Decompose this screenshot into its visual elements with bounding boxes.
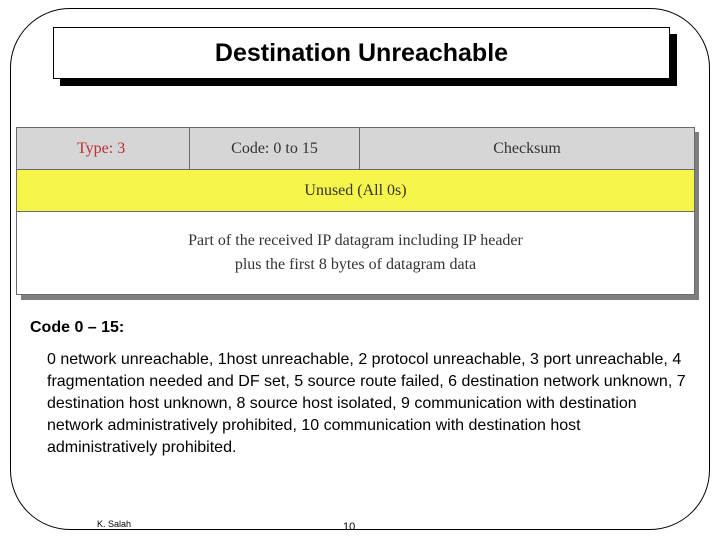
code-description: 0 network unreachable, 1host unreachable, 2 protocol unreachable, 3 port unreachable, 4 fragmentation needed and DF set, 5 source route failed, 6 destination network unknown, 7 destination host unknown, 8 source host isolated, 9 communication with destination network administratively prohibited, 10 communication with destination host administratively prohibited.: [47, 351, 686, 456]
page-number: 10: [343, 521, 356, 533]
icmp-header-diagram: [16, 127, 695, 295]
unused-label: Unused (All 0s): [304, 181, 407, 199]
header-row-type-code-checksum: [17, 128, 694, 170]
code-heading: Code 0 – 15:: [30, 319, 125, 336]
footer-author: K. Salah: [97, 519, 132, 529]
payload-line-2: plus the first 8 bytes of datagram data: [234, 256, 477, 273]
type-field: Type: 3: [77, 140, 126, 157]
slide-title: Destination Unreachable: [214, 38, 509, 67]
title-box: [53, 27, 670, 79]
payload-field: [17, 212, 694, 294]
code-field: Code: 0 to 15: [189, 128, 359, 170]
payload-line-1: Part of the received IP datagram including IP header: [188, 232, 523, 249]
checksum-field: Checksum: [359, 128, 694, 170]
unused-field: [17, 170, 694, 212]
